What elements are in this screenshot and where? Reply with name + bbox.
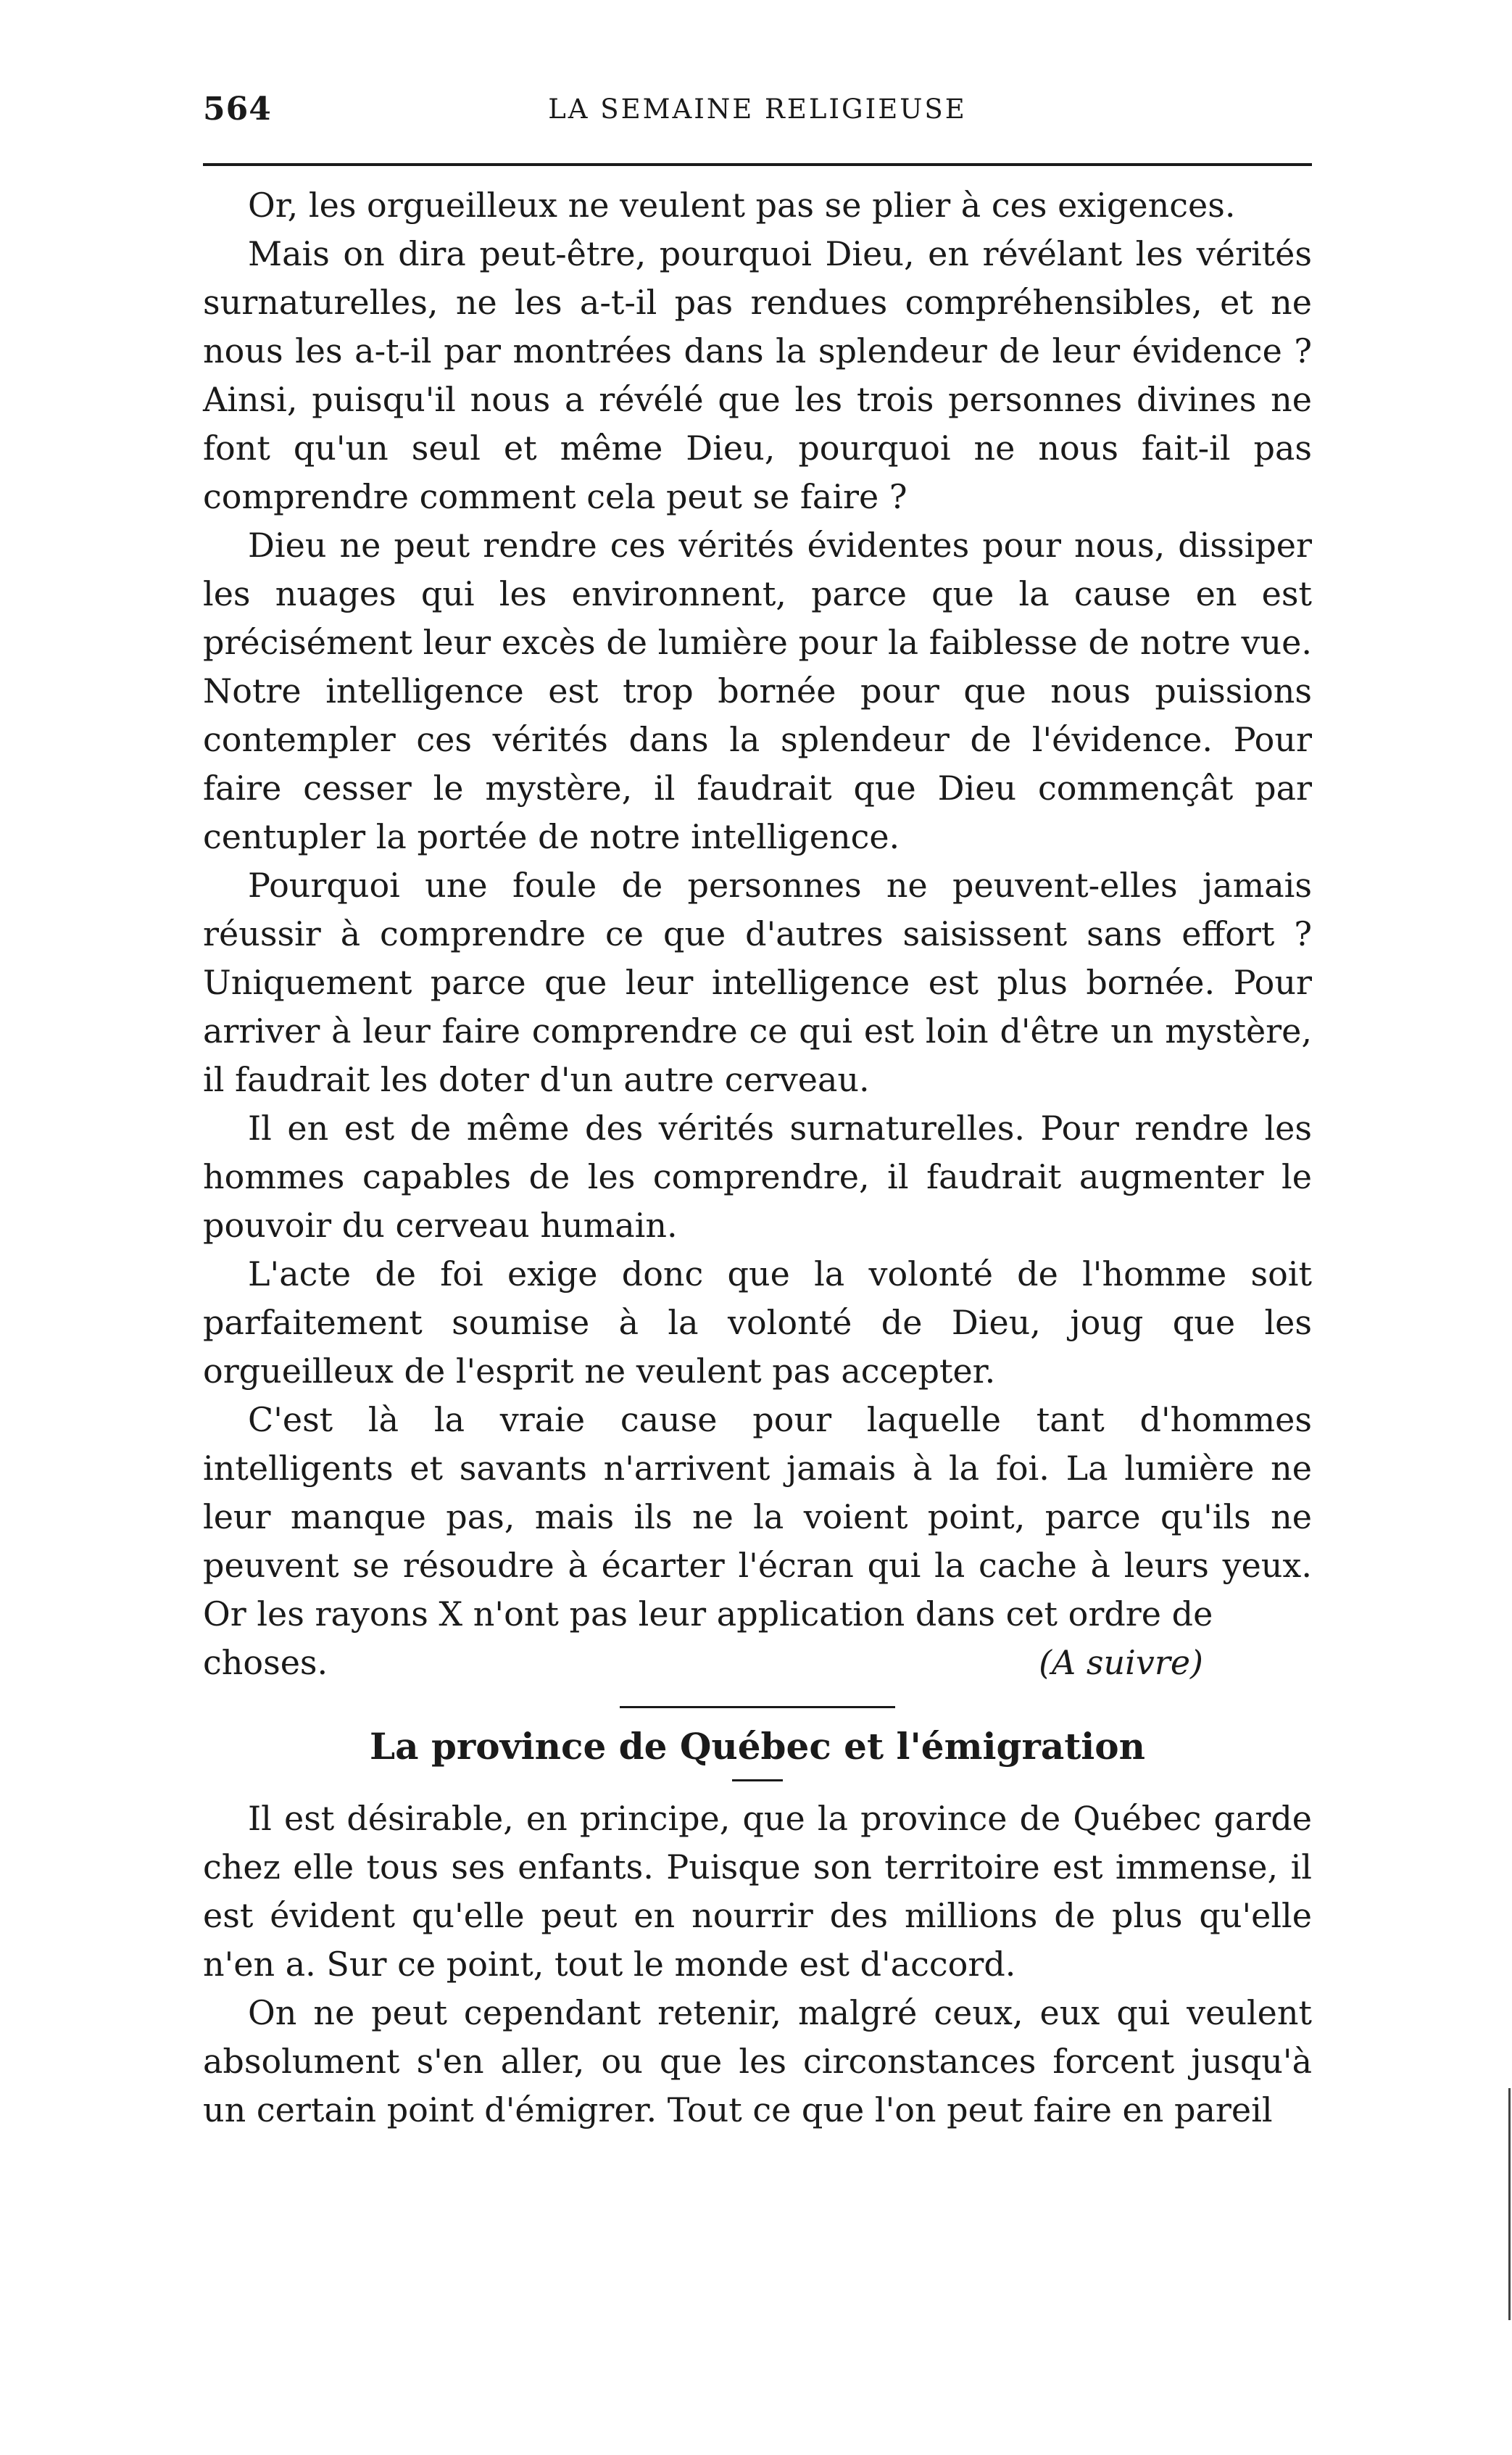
running-head: LA SEMAINE RELIGIEUSE <box>548 94 967 125</box>
paragraph: L'acte de foi exige donc que la volonté de l'homme soit parfaitement soumise à la volonté de Dieu, joug que les orgueilleux de l'esprit ne veulent pas accepter. <box>203 1254 1312 1391</box>
page-number: 564 <box>203 91 272 128</box>
closing-text: choses. <box>203 1643 328 1682</box>
paragraph: C'est là la vraie cause pour laquelle tant d'hommes intelligents et savants n'arrivent jamais à la foi. La lumière ne leur manque pas, mais ils ne la voient point, parce qu'ils ne peuvent se résoudre à écarter l'écran qui la cache à leurs yeux. Or les rayons X n'ont pas leur application dans cet ordre de <box>203 1400 1312 1634</box>
paragraph: Or, les orgueilleux ne veulent pas se plier à ces exigences. <box>248 186 1236 225</box>
paragraph: Il est désirable, en principe, que la province de Québec garde chez elle tous ses enfants. Puisque son territoire est immense, il est évident qu'elle peut en nourrir des millions de plus qu'elle n'en a. Sur ce point, tout le monde est d'accord. <box>203 1799 1312 1984</box>
paragraph: Dieu ne peut rendre ces vérités évidentes pour nous, dissiper les nuages qui les environnent, parce que la cause en est précisément leur excès de lumière pour la faiblesse de notre vue. Notre intelligence est trop bornée pour que nous puissions contempler ces vérités dans la splendeur de l'évidence. Pour faire cesser le mystère, il faudrait que Dieu commençât par centupler la portée de notre intelligence. <box>203 526 1312 856</box>
paragraph: Mais on dira peut-être, pourquoi Dieu, en révélant les vérités surnaturelles, ne les a-t-il pas rendues compréhensibles, et ne nous les a-t-il par montrées dans la splendeur de leur évidence ? Ainsi, puisqu'il nous a révélé que les trois personnes divines ne font qu'un seul et même Dieu, pourquoi ne nous fait-il pas comprendre comment cela peut se faire ? <box>203 234 1312 516</box>
article-closing-line <box>203 1639 1312 1687</box>
header-rule <box>203 163 1312 166</box>
continued-note: (A suivre) <box>1039 1643 1203 1682</box>
article-title: La province de Québec et l'émigration <box>369 1725 1146 1768</box>
scan-edge-mark <box>1508 2088 1511 2320</box>
paragraph: Il en est de même des vérités surnaturelles. Pour rendre les hommes capables de les comprendre, il faudrait augmenter le pouvoir du cerveau humain. <box>203 1109 1312 1245</box>
body-text <box>203 181 1312 2135</box>
paragraph: On ne peut cependant retenir, malgré ceux, eux qui veulent absolument s'en aller, ou que les circonstances forcent jusqu'à un certain point d'émigrer. Tout ce que l'on peut faire en pareil <box>203 1993 1312 2129</box>
paragraph: Pourquoi une foule de personnes ne peuvent-elles jamais réussir à comprendre ce que d'autres saisissent sans effort ? Uniquement parce que leur intelligence est plus bornée. Pour arriver à leur faire comprendre ce qui est loin d'être un mystère, il faudrait les doter d'un autre cerveau. <box>203 866 1312 1099</box>
section-divider <box>620 1706 895 1708</box>
title-dash <box>732 1779 783 1781</box>
page-header <box>203 91 1312 149</box>
